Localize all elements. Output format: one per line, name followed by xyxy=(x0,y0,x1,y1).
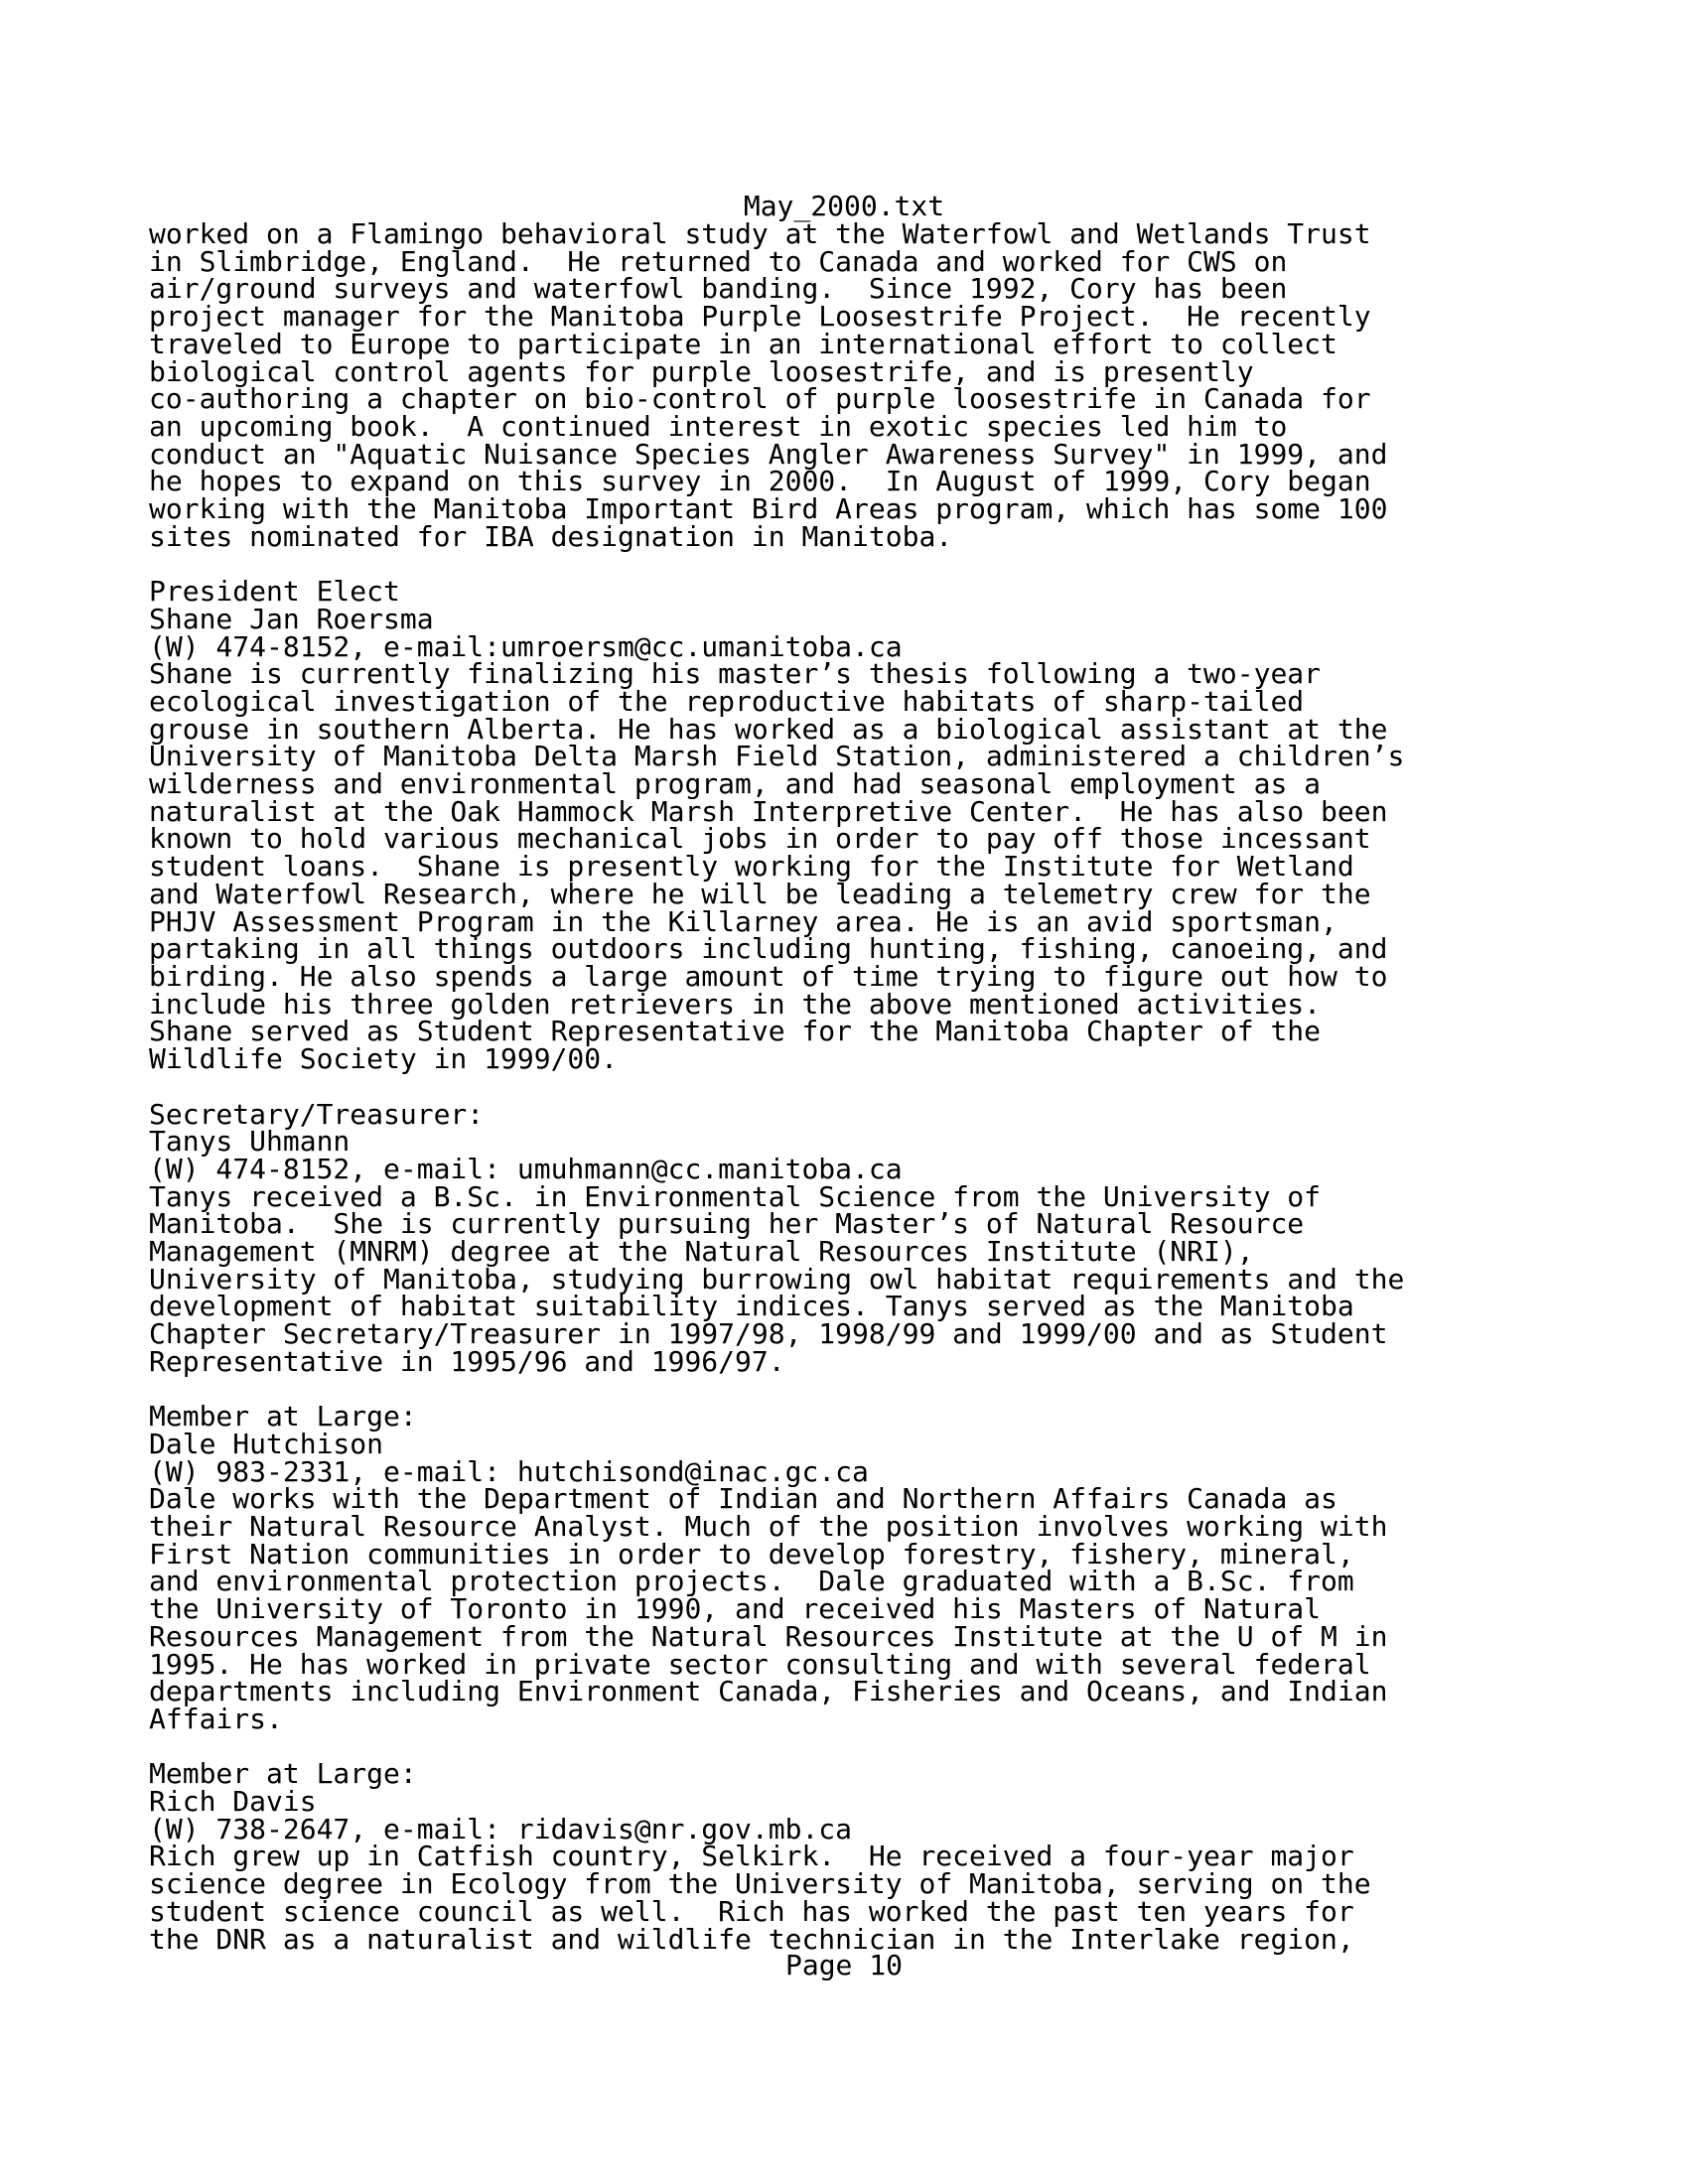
document-body-text: worked on a Flamingo behavioral study at the Waterfowl and Wetlands Trust in Slimbridge, England. He returned to Canada and worked for CWS on air/ground surveys and waterfowl banding. Since 1992, Cory has been project manager for the Manitoba Purple Loosestrife Project. He recently traveled to Europe to participate in an international effort to collect biological control agents for purple loosestrife, and is presently co-authoring a chapter on bio-control of purple loosestrife in Canada for an upcoming book. A continued interest in exotic species led him to conduct an "Aquatic Nuisance Species Angler Awareness Survey" in 1999, and he hopes to expand on this survey in 2000. In August of 1999, Cory began working with the Manitoba Important Bird Areas program, which has some 100 sites nominated for IBA designation in Manitoba. President Elect Shane Jan Roersma (W) 474-8152, e-mail:umroersm@cc.umanitoba.ca Shane is currently finalizing his master’s thesis following a two-year ecological investigation of the reproductive habitats of sharp-tailed grouse in southern Alberta. He has worked as a biological assistant at the University of Manitoba Delta Marsh Field Station, administered a children’s wilderness and environmental program, and had seasonal employment as a naturalist at the Oak Hammock Marsh Interpretive Center. He has also been known to hold various mechanical jobs in order to pay off those incessant student loans. Shane is presently working for the Institute for Wetland and Waterfowl Research, where he will be leading a telemetry crew for the PHJV Assessment Program in the Killarney area. He is an avid sportsman, partaking in all things outdoors including hunting, fishing, canoeing, and birding. He also spends a large amount of time trying to figure out how to include his three golden retrievers in the above mentioned activities. Shane served as Student Representative for the Manitoba Chapter of the Wildlife Society in 1999/00. Secretary/Treasurer: Tanys Uhmann (W) 474-8152, e-mail: umuhmann@cc.manitoba.ca Tanys received a B.Sc. in Environmental Science from the University of Manitoba. She is currently pursuing her Master’s of Natural Resource Management (MNRM) degree at the Natural Resources Institute (NRI), University of Manitoba, studying burrowing owl habitat requirements and the development of habitat suitability indices. Tanys served as the Manitoba Chapter Secretary/Treasurer in 1997/98, 1998/99 and 1999/00 and as Student Representative in 1995/96 and 1996/97. Member at Large: Dale Hutchison (W) 983-2331, e-mail: hutchisond@inac.gc.ca Dale works with the Department of Indian and Northern Affairs Canada as their Natural Resource Analyst. Much of the position involves working with First Nation communities in order to develop forestry, fishery, mineral, and environmental protection projects. Dale graduated with a B.Sc. from the University of Toronto in 1990, and received his Masters of Natural Resources Management from the Natural Resources Institute at the U of M in 1995. He has worked in private sector consulting and with several federal departments including Environment Canada, Fisheries and Oceans, and Indian Affairs. Member at Large: Rich Davis (W) 738-2647, e-mail: ridavis@nr.gov.mb.ca Rich grew up in Catfish country, Selkirk. He received a four-year major science degree in Ecology from the University of Manitoba, serving on the student science council as well. Rich has worked the past ten years for the DNR as a naturalist and wildlife technician in the Interlake region, xyxy=(149,217,1405,1956)
page-footer-number: Page 10 xyxy=(784,1949,903,1981)
page-header-title: May_2000.txt xyxy=(743,190,945,222)
